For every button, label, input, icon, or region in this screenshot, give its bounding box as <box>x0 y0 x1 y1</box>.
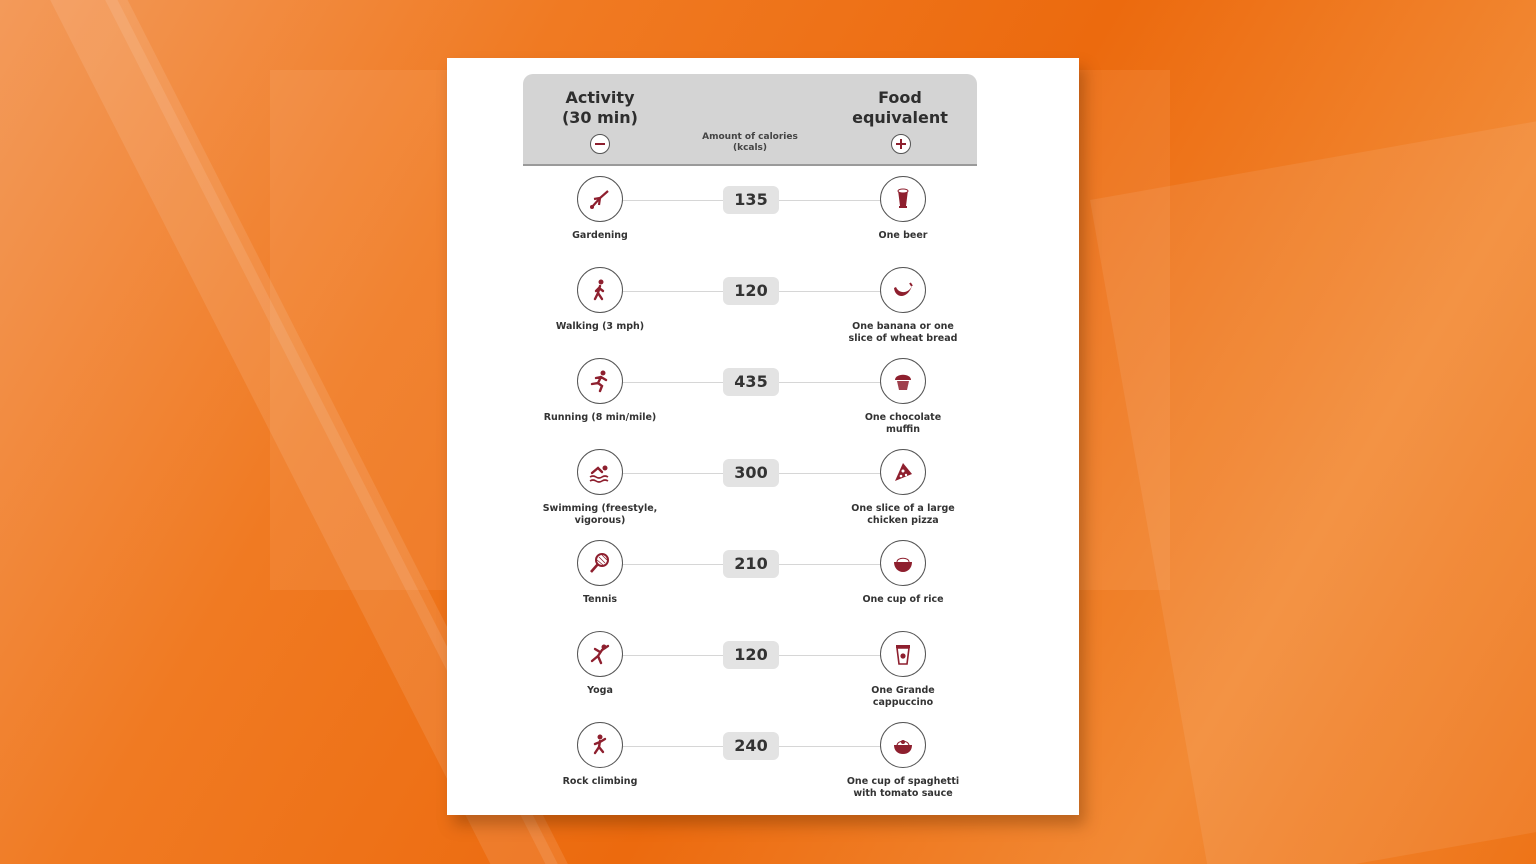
plus-circle-icon <box>891 134 911 154</box>
infographic-sheet <box>447 58 1079 815</box>
activity-label-line1: Running (8 min/mile) <box>543 412 657 423</box>
activity-label-line1: Gardening <box>572 230 628 241</box>
food-label-line2: chicken pizza <box>867 515 939 526</box>
walking-person-icon <box>577 267 623 313</box>
rice-bowl-icon <box>880 540 926 586</box>
food-label-line1: One banana or one <box>852 321 954 332</box>
calories-label: Amount of calories <box>702 132 798 142</box>
calories-unit: (kcals) <box>732 143 768 153</box>
tennis-racket-icon <box>577 540 623 586</box>
table-row <box>447 449 1079 539</box>
food-label-line1: One chocolate <box>864 412 942 423</box>
activity-column-title <box>523 88 677 128</box>
muffin-icon <box>880 358 926 404</box>
activity-title: Activity <box>565 88 635 107</box>
food-label-line1: One Grande <box>871 685 935 696</box>
calorie-value: 435 <box>723 368 779 396</box>
bg-panel <box>1090 120 1536 864</box>
calorie-value: 135 <box>723 186 779 214</box>
activity-label <box>525 230 675 242</box>
coffee-cup-icon <box>880 631 926 677</box>
food-label-line2: slice of wheat bread <box>848 333 958 344</box>
activity-label <box>525 594 675 606</box>
spaghetti-bowl-icon <box>880 722 926 768</box>
activity-label <box>525 412 675 424</box>
food-label <box>828 776 978 800</box>
pizza-slice-icon <box>880 449 926 495</box>
banana-icon <box>880 267 926 313</box>
food-label-line2: cappuccino <box>872 697 934 708</box>
food-label <box>828 594 978 606</box>
calorie-value: 210 <box>723 550 779 578</box>
activity-label-line1: Rock climbing <box>562 776 638 787</box>
food-label <box>828 412 978 436</box>
activity-label-line1: Swimming (freestyle, <box>542 503 658 514</box>
food-label-line1: One cup of rice <box>862 594 944 605</box>
food-label <box>828 503 978 527</box>
activity-label <box>525 321 675 333</box>
table-row <box>447 540 1079 630</box>
table-row <box>447 631 1079 721</box>
food-label-line2: muffin <box>885 424 921 435</box>
food-label <box>828 321 978 345</box>
table-header <box>523 74 977 166</box>
food-label <box>828 230 978 242</box>
yoga-pose-icon <box>577 631 623 677</box>
activity-label <box>525 503 675 527</box>
climber-icon <box>577 722 623 768</box>
running-person-icon <box>577 358 623 404</box>
food-label-line1: One beer <box>878 230 928 241</box>
calorie-value: 120 <box>723 277 779 305</box>
table-row <box>447 358 1079 448</box>
calories-column-title <box>677 132 823 154</box>
food-title-line2: equivalent <box>852 108 948 127</box>
calorie-value: 300 <box>723 459 779 487</box>
activity-label-line2: vigorous) <box>574 515 626 526</box>
calorie-value: 240 <box>723 732 779 760</box>
calorie-value: 120 <box>723 641 779 669</box>
activity-label <box>525 685 675 697</box>
activity-label <box>525 776 675 788</box>
food-column-title <box>823 88 977 128</box>
beer-glass-icon <box>880 176 926 222</box>
food-label-line1: One cup of spaghetti <box>846 776 960 787</box>
table-row <box>447 176 1079 266</box>
food-label-line1: One slice of a large <box>851 503 955 514</box>
pruning-shears-icon <box>577 176 623 222</box>
activity-label-line1: Yoga <box>587 685 613 696</box>
table-row <box>447 722 1079 812</box>
minus-circle-icon <box>590 134 610 154</box>
table-row <box>447 267 1079 357</box>
swimmer-icon <box>577 449 623 495</box>
food-label <box>828 685 978 709</box>
activity-label-line1: Tennis <box>582 594 618 605</box>
activity-label-line1: Walking (3 mph) <box>555 321 645 332</box>
food-label-line2: with tomato sauce <box>853 788 953 799</box>
food-title-line1: Food <box>878 88 922 107</box>
activity-subtitle: (30 min) <box>561 108 638 127</box>
